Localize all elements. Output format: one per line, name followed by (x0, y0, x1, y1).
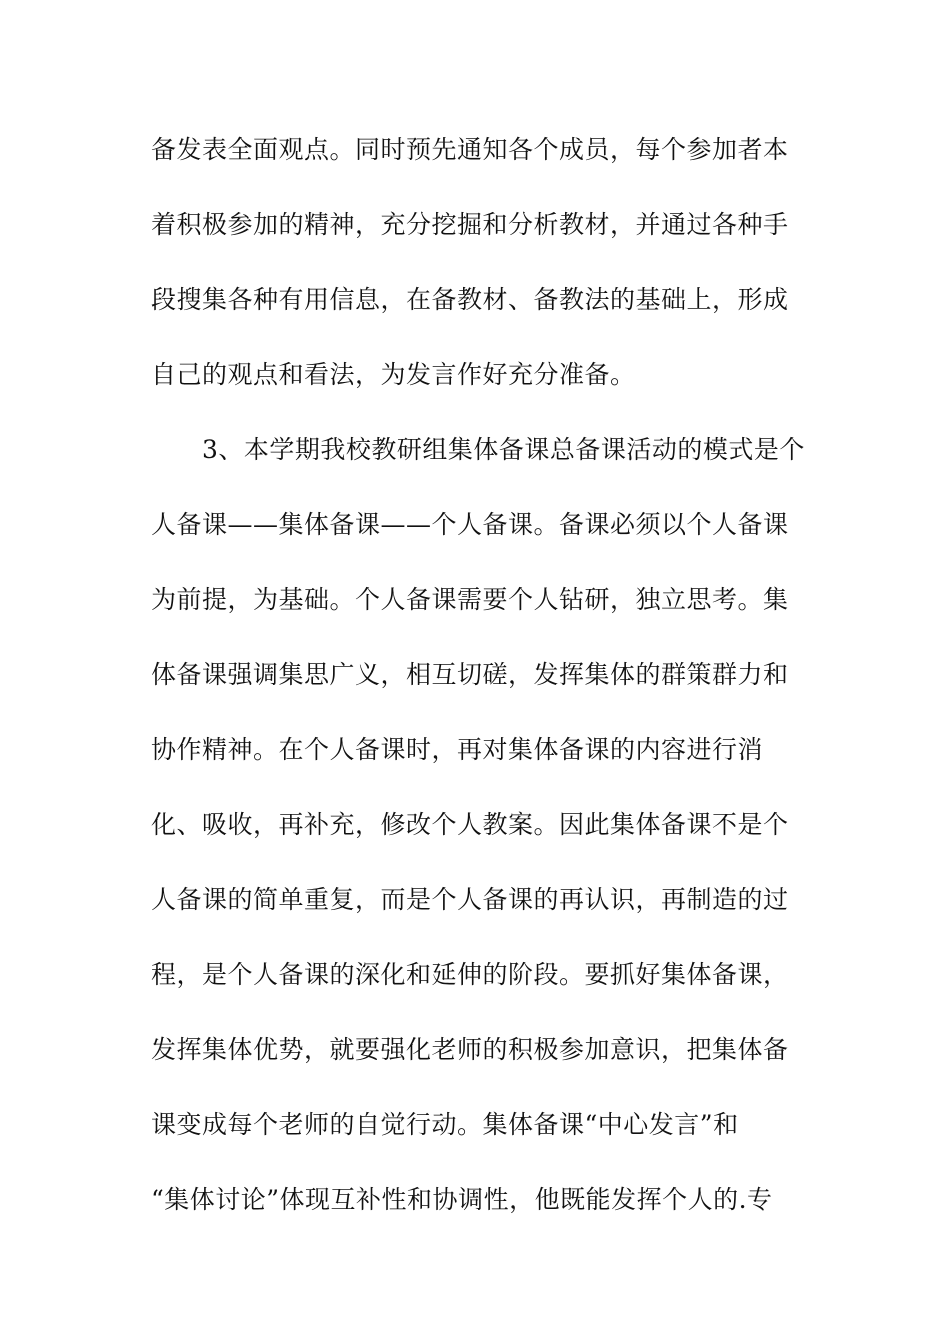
text-line: 体备课强调集思广义，相互切磋，发挥集体的群策群力和 (151, 660, 789, 689)
text-line: 自己的观点和看法，为发言作好充分准备。 (151, 360, 636, 389)
text-line: “集体讨论”体现互补性和协调性，他既能发挥个人的.专 (151, 1185, 773, 1214)
text-line: 协作精神。在个人备课时，再对集体备课的内容进行消 (151, 735, 764, 764)
text-line: 着积极参加的精神，充分挖掘和分析教材，并通过各种手 (151, 210, 789, 239)
text-line: 段搜集各种有用信息，在备教材、备教法的基础上，形成 (151, 285, 789, 314)
text-line: 发挥集体优势，就要强化老师的积极参加意识，把集体备 (151, 1035, 789, 1064)
paragraph-first-line: 3、本学期我校教研组集体备课总备课活动的模式是个 (202, 435, 805, 464)
text-line: 程，是个人备课的深化和延伸的阶段。要抓好集体备课， (151, 960, 789, 989)
text-line: 人备课——集体备课——个人备课。备课必须以个人备课 (151, 510, 789, 539)
text-line: 备发表全面观点。同时预先通知各个成员，每个参加者本 (151, 135, 789, 164)
text-line: 化、吸收，再补充，修改个人教案。因此集体备课不是个 (151, 810, 789, 839)
text-line: 人备课的简单重复，而是个人备课的再认识，再制造的过 (151, 885, 789, 914)
text-line: 为前提，为基础。个人备课需要个人钻研，独立思考。集 (151, 585, 789, 614)
text-line: 课变成每个老师的自觉行动。集体备课“中心发言”和 (151, 1110, 739, 1139)
